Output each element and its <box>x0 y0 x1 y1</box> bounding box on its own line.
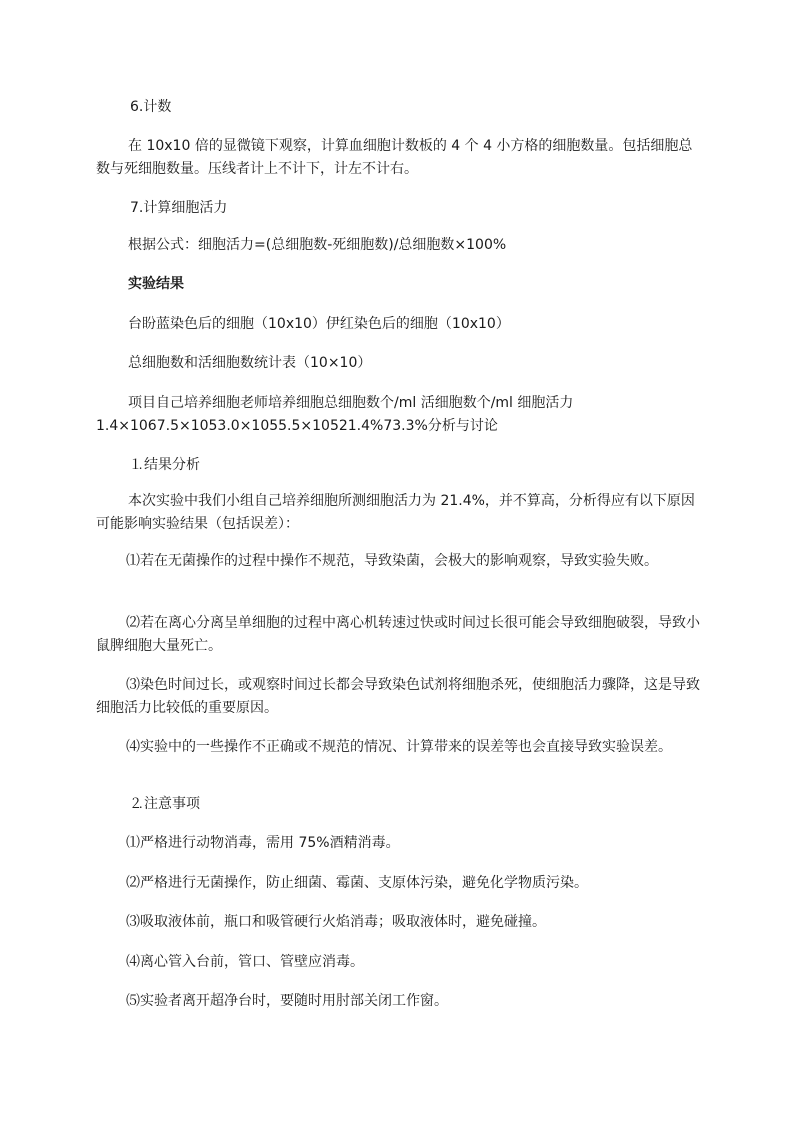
section-7-title: 7.计算细胞活力 <box>130 200 228 216</box>
results-stain-line: 台盼蓝染色后的细胞（10x10）伊红染色后的细胞（10x10） <box>128 316 510 332</box>
notes-item-3: ⑶吸取液体前，瓶口和吸管硬行火焰消毒；吸取液体时，避免碰撞。 <box>126 914 546 930</box>
results-heading: 实验结果 <box>128 276 184 292</box>
section-7-formula: 根据公式：细胞活力=(总细胞数-死细胞数)/总细胞数×100% <box>128 237 507 253</box>
notes-item-4: ⑷离心管入台前，管口、管壁应消毒。 <box>126 954 364 970</box>
results-table-title: 总细胞数和活细胞数统计表（10×10） <box>128 355 372 371</box>
analysis-intro: 本次实验中我们小组自己培养细胞所测细胞活力为 21.4%，并不算高，分析得应有以下原因可能影响实验结果（包括误差）： <box>96 493 695 532</box>
notes-title: ⒉注意事项 <box>130 796 200 812</box>
analysis-item-1: ⑴若在无菌操作的过程中操作不规范，导致染菌，会极大的影响观察，导致实验失败。 <box>126 553 658 569</box>
analysis-title: ⒈结果分析 <box>130 457 200 473</box>
section-6-title: 6.计数 <box>130 99 172 115</box>
notes-item-2: ⑵严格进行无菌操作，防止细菌、霉菌、支原体污染，避免化学物质污染。 <box>126 875 588 891</box>
section-6-text: 在 10x10 倍的显微镜下观察，计算血细胞计数板的 4 个 4 小方格的细胞数量。包括细胞总数与死细胞数量。压线者计上不计下，计左不计右。 <box>96 138 693 177</box>
notes-item-1: ⑴严格进行动物消毒，需用 75%酒精消毒。 <box>126 835 400 851</box>
analysis-item-2: ⑵若在离心分离呈单细胞的过程中离心机转速过快或时间过长很可能会导致细胞破裂，导致小鼠脾细胞大量死亡。 <box>96 615 700 654</box>
results-table-text: 项目自己培养细胞老师培养细胞总细胞数个/ml 活细胞数个/ml 细胞活力 1.4×1067.5×1053.0×1055.5×10521.4%73.3%分析与讨论 <box>96 395 574 434</box>
analysis-item-3: ⑶染色时间过长，或观察时间过长都会导致染色试剂将细胞杀死，使细胞活力骤降，这是导致细胞活力比较低的重要原因。 <box>96 677 700 716</box>
notes-item-5: ⑸实验者离开超净台时，要随时用肘部关闭工作窗。 <box>126 993 448 1009</box>
analysis-item-4: ⑷实验中的一些操作不正确或不规范的情况、计算带来的误差等也会直接导致实验误差。 <box>126 739 672 755</box>
